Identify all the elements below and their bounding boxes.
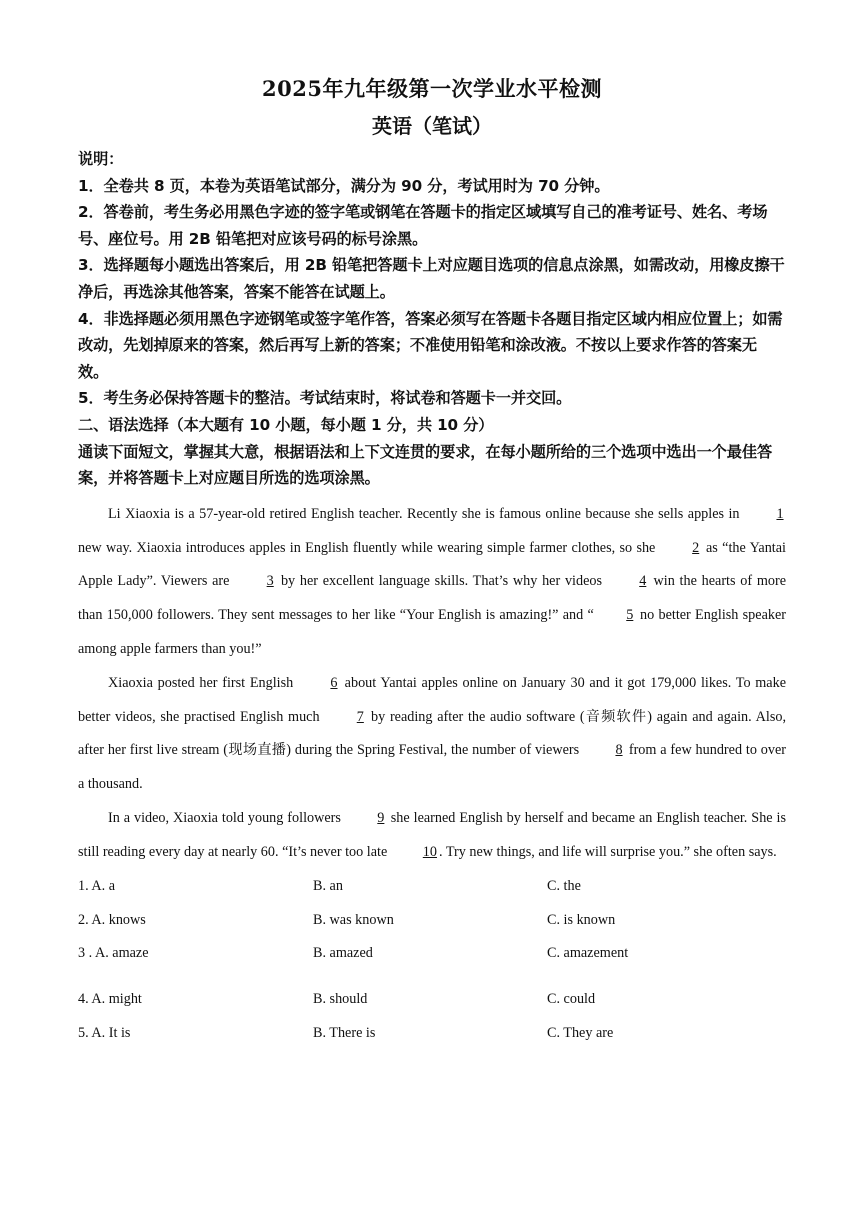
passage-text: she learned English by herself and became an English teacher. She is still reading every day at nearly 60. “It’s never too late <box>78 809 786 860</box>
instruction-item: 1．全卷共 8 页，本卷为英语笔试部分，满分为 90 分，考试用时为 70 分钟。 <box>78 176 610 195</box>
option-a: 3 . A. amaze <box>78 945 149 962</box>
page-title: 2025年九年级第一次学业水平检测 <box>262 76 602 101</box>
blank-4: 4 <box>639 573 647 590</box>
option-b: B. was known <box>313 911 394 928</box>
option-c: C. is known <box>547 911 616 928</box>
answer-options <box>78 869 786 1050</box>
passage-paragraph-1 <box>78 498 786 667</box>
option-a: 2. A. knows <box>78 911 146 928</box>
instructions-heading: 说明： <box>78 150 124 168</box>
instruction-item: 3．选择题每小题选出答案后，用 2B 铅笔把答题卡上对应题目选项的信息点涂黑，如需改动，用橡皮擦干净后，再选涂其他答案，答案不能答在试题上。 <box>78 256 785 301</box>
blank-7: 7 <box>356 708 364 725</box>
option-b: B. There is <box>313 1024 376 1041</box>
passage-text: as “the Yantai Apple Lady”. Viewers are <box>78 539 786 590</box>
blank-2: 2 <box>692 539 700 556</box>
passage-text: Li Xiaoxia is a 57-year-old retired English teacher. Recently she is famous online because she sells apples in <box>108 505 744 522</box>
option-row-4 <box>78 982 786 1016</box>
option-row-1 <box>78 869 786 903</box>
blank-5: 5 <box>626 607 634 624</box>
blank-8: 8 <box>615 742 623 759</box>
instruction-item: 2．答卷前，考生务必用黑色字迹的签字笔或钢笔在答题卡的指定区域填写自己的准考证号、姓名、考场号、座位号。用 2B 铅笔把对应该号码的标号涂黑。 <box>78 203 768 248</box>
option-c: C. amazement <box>547 945 629 962</box>
passage-text: . Try new things, and life will surprise you.” she often says. <box>438 843 777 860</box>
passage-text: by reading after the audio software (音频软件) again and again. Also, after her first live stream (现场直播) during the Spring Festival, the number of viewers <box>78 708 786 759</box>
option-c: C. could <box>547 990 596 1007</box>
option-a: 5. A. It is <box>78 1024 131 1041</box>
option-row-3 <box>78 937 786 982</box>
instructions <box>78 146 786 412</box>
instruction-item: 4．非选择题必须用黑色字迹钢笔或签字笔作答，答案必须写在答题卡各题目指定区域内相应位置上；如需改动，先划掉原来的答案，然后再写上新的答案；不准使用铅笔和涂改液。不按以上要求作答的答案无效。 <box>78 309 783 381</box>
passage-text: new way. Xiaoxia introduces apples in English fluently while wearing simple farmer clothes, so she <box>78 539 660 556</box>
option-b: B. an <box>313 877 343 894</box>
passage-paragraph-2 <box>78 667 786 802</box>
option-a: 4. A. might <box>78 990 142 1007</box>
blank-3: 3 <box>266 573 274 590</box>
passage-text: from a few hundred to over a thousand. <box>78 742 786 793</box>
passage-text: about Yantai apples online on January 30 and it got 179,000 likes. To make better videos, she practised English much <box>78 674 786 725</box>
option-row-2 <box>78 903 786 937</box>
passage-text: Xiaoxia posted her first English <box>108 674 298 691</box>
section-directions: 通读下面短文，掌握其大意，根据语法和上下文连贯的要求，在每小题所给的三个选项中选出一个最佳答案，并将答题卡上对应题目所选的选项涂黑。 <box>78 442 773 488</box>
section-heading: 二、语法选择（本大题有 10 小题，每小题 1 分，共 10 分） <box>78 415 494 434</box>
blank-1: 1 <box>776 505 784 522</box>
instruction-item: 5．考生务必保持答题卡的整洁。考试结束时，将试卷和答题卡一并交回。 <box>78 389 572 408</box>
option-b: B. should <box>313 990 368 1007</box>
option-b: B. amazed <box>313 945 373 962</box>
passage-text: no better English speaker among apple farmers than you!” <box>78 607 786 657</box>
passage-text: win the hearts of more than 150,000 followers. They sent messages to her like “Your English is amazing!” and “ <box>78 573 787 624</box>
passage-text: by her excellent language skills. That’s why her videos <box>276 573 607 590</box>
option-a: 1. A. a <box>78 877 116 894</box>
blank-10: 10 <box>422 843 437 860</box>
passage-text: In a video, Xiaoxia told young followers <box>108 809 345 826</box>
option-row-5 <box>78 1016 786 1050</box>
blank-9: 9 <box>377 809 385 826</box>
option-c: C. They are <box>547 1024 614 1041</box>
option-c: C. the <box>547 877 581 894</box>
exam-page <box>78 70 786 1050</box>
page-subtitle: 英语（笔试） <box>372 114 492 138</box>
reading-passage <box>78 498 786 870</box>
passage-paragraph-3 <box>78 802 786 870</box>
blank-6: 6 <box>330 674 338 691</box>
